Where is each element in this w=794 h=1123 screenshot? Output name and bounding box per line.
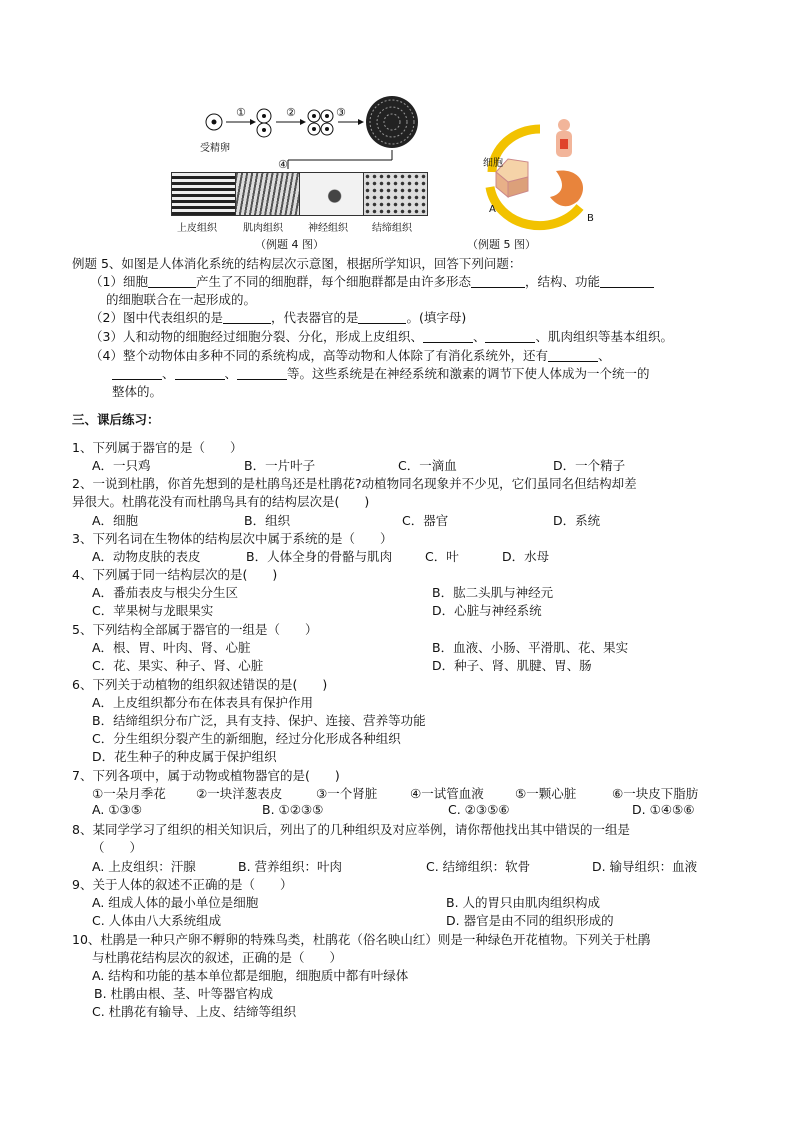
question-stem: 1、下列属于器官的是（ ）: [72, 440, 243, 455]
option[interactable]: B. 营养组织：叶肉: [238, 859, 343, 874]
item: ②一块洋葱表皮: [196, 786, 283, 801]
option[interactable]: B．组织: [244, 513, 291, 528]
step-2-label: ②: [286, 106, 296, 119]
option[interactable]: B．血液、小肠、平滑肌、花、果实: [432, 640, 629, 655]
blank[interactable]: [112, 367, 162, 380]
blank[interactable]: [223, 311, 271, 324]
item: ⑤一颗心脏: [515, 786, 577, 801]
question-stem: 10、杜鹃是一种只产卵不孵卵的特殊鸟类，杜鹃花（俗名映山红）则是一种绿色开花植物。下列关于杜鹃: [72, 932, 651, 947]
option[interactable]: C. 人体由八大系统组成: [92, 913, 222, 928]
option[interactable]: B. ①②③⑤: [262, 802, 324, 817]
blank[interactable]: [423, 330, 473, 343]
blank[interactable]: [600, 275, 654, 288]
section-title: 三、课后练习：: [72, 412, 160, 427]
option[interactable]: A. 组成人体的最小单位是细胞: [92, 895, 259, 910]
option[interactable]: B．结缔组织分布广泛，具有支持、保护、连接、营养等功能: [92, 713, 426, 728]
step-1-label: ①: [236, 106, 246, 119]
connective-tissue-image: [363, 172, 428, 216]
option[interactable]: B．人体全身的骨骼与肌肉: [246, 549, 393, 564]
figure-5-caption: （例题 5 图）: [467, 238, 536, 251]
question-stem: 8、某同学学习了组织的相关知识后，列出了的几种组织及对应举例，请你帮他找出其中错误的一组是: [72, 822, 630, 837]
option[interactable]: B. 杜鹃由根、茎、叶等器官构成: [94, 986, 274, 1001]
question-stem: 9、关于人体的叙述不正确的是（ ）: [72, 877, 293, 892]
question-stem: 3、下列名词在生物体的结构层次中属于系统的是（ ）: [72, 531, 393, 546]
example-5-intro: 例题 5、如图是人体消化系统的结构层次示意图，根据所学知识，回答下列问题：: [72, 256, 522, 271]
example-5-q4-end: 整体的。: [112, 384, 163, 399]
option[interactable]: A．上皮组织都分布在体表具有保护作用: [92, 695, 314, 710]
figure-4: [165, 92, 594, 252]
blank[interactable]: [148, 275, 196, 288]
option[interactable]: A．番茄表皮与根尖分生区: [92, 585, 239, 600]
question-stem: 2、一说到杜鹃，你首先想到的是杜鹃鸟还是杜鹃花?动植物同名现象并不少见，它们虽同名但结构却差: [72, 476, 637, 491]
option[interactable]: D. 器官是由不同的组织形成的: [446, 913, 614, 928]
option[interactable]: D．一个精子: [553, 458, 626, 473]
option[interactable]: C．花、果实、种子、肾、心脏: [92, 658, 264, 673]
question-stem: 7、下列各项中，属于动物或植物器官的是( ): [72, 768, 340, 783]
option[interactable]: A．动物皮肤的表皮: [92, 549, 201, 564]
blank[interactable]: [485, 330, 535, 343]
step-4-label: ④: [278, 158, 288, 171]
option[interactable]: D．系统: [553, 513, 601, 528]
option[interactable]: C．器官: [402, 513, 449, 528]
option[interactable]: D．心脏与神经系统: [432, 603, 542, 618]
question-stem-cont: 与杜鹃花结构层次的叙述，正确的是（ ）: [92, 950, 343, 965]
example-5-q4-cont: 、 、 等。这些系统是在神经系统和激素的调节下使人体成为一个统一的: [112, 364, 650, 382]
blank[interactable]: [175, 367, 225, 380]
question-stem: 5、下列结构全部属于器官的一组是（ ）: [72, 622, 318, 637]
option[interactable]: C. 杜鹃花有输导、上皮、结缔等组织: [92, 1004, 297, 1019]
blank[interactable]: [358, 311, 406, 324]
option[interactable]: C. ②③⑤⑥: [448, 802, 510, 817]
option[interactable]: D．种子、肾、肌腱、胃、肠: [432, 658, 592, 673]
question-stem-cont: （ ）: [92, 840, 143, 855]
option[interactable]: D. 输导组织：血液: [592, 859, 698, 874]
example-5-q1-cont: 的细胞联合在一起形成的。: [106, 292, 257, 307]
figure-4-caption: （例题 4 图）: [255, 238, 324, 251]
option[interactable]: C．叶: [425, 549, 459, 564]
cell-division-diagram: [200, 92, 420, 170]
option[interactable]: A. 上皮组织：汗腺: [92, 859, 196, 874]
option[interactable]: A．细胞: [92, 513, 139, 528]
tissue-label: 结缔组织: [372, 223, 412, 234]
digestive-system-diagram: [470, 117, 600, 237]
question-stem-cont: 异很大。杜鹃花没有而杜鹃鸟具有的结构层次是( ): [72, 494, 370, 509]
muscle-tissue-image: [235, 172, 300, 216]
cell-label: 细胞: [483, 158, 503, 169]
fertilized-egg-label: 受精卵: [200, 143, 230, 154]
option[interactable]: C．苹果树与龙眼果实: [92, 603, 214, 618]
option[interactable]: B. 人的胃只由肌肉组织构成: [446, 895, 601, 910]
blank[interactable]: [237, 367, 287, 380]
option[interactable]: C．一滴血: [398, 458, 457, 473]
option[interactable]: A．一只鸡: [92, 458, 151, 473]
option[interactable]: D．花生种子的种皮属于保护组织: [92, 749, 277, 764]
tissue-label: 神经组织: [308, 223, 348, 234]
option[interactable]: D. ①④⑤⑥: [632, 802, 695, 817]
tissue-label: 肌肉组织: [243, 223, 283, 234]
example-5-q4: （4）整个动物体由多种不同的系统构成，高等动物和人体除了有消化系统外，还有 、: [90, 348, 611, 363]
label-a: A: [489, 204, 496, 215]
label-b: B: [587, 213, 594, 224]
blank[interactable]: [471, 275, 525, 288]
option[interactable]: B．一片叶子: [244, 458, 316, 473]
question-stem: 6、下列关于动植物的组织叙述错误的是( ): [72, 677, 328, 692]
item: ③一个肾脏: [316, 786, 378, 801]
item: ④一试管血液: [410, 786, 484, 801]
option[interactable]: B．肱二头肌与神经元: [432, 585, 554, 600]
tissue-label: 上皮组织: [177, 223, 217, 234]
option[interactable]: C．分生组织分裂产生的新细胞，经过分化形成各种组织: [92, 731, 401, 746]
epithelial-tissue-image: [171, 172, 236, 216]
option[interactable]: A. 结构和功能的基本单位都是细胞，细胞质中都有叶绿体: [92, 968, 409, 983]
nerve-tissue-image: [299, 172, 364, 216]
item: ⑥一块皮下脂肪: [612, 786, 699, 801]
option[interactable]: C. 结缔组织：软骨: [426, 859, 531, 874]
step-3-label: ③: [336, 106, 346, 119]
item: ①一朵月季花: [92, 786, 166, 801]
question-stem: 4、下列属于同一结构层次的是( ): [72, 567, 278, 582]
example-5-q1: （1）细胞 产生了不同的细胞群，每个细胞群都是由许多形态 ，结构、功能: [90, 272, 654, 290]
example-5-q3: （3）人和动物的细胞经过细胞分裂、分化，形成上皮组织、 、 、肌肉组织等基本组织。: [90, 329, 673, 344]
option[interactable]: D．水母: [502, 549, 550, 564]
example-5-q2: （2）图中代表组织的是 ，代表器官的是 。(填字母): [90, 310, 467, 325]
option[interactable]: A．根、胃、叶肉、肾、心脏: [92, 640, 251, 655]
option[interactable]: A. ①③⑤: [92, 802, 142, 817]
blank[interactable]: [548, 349, 598, 362]
